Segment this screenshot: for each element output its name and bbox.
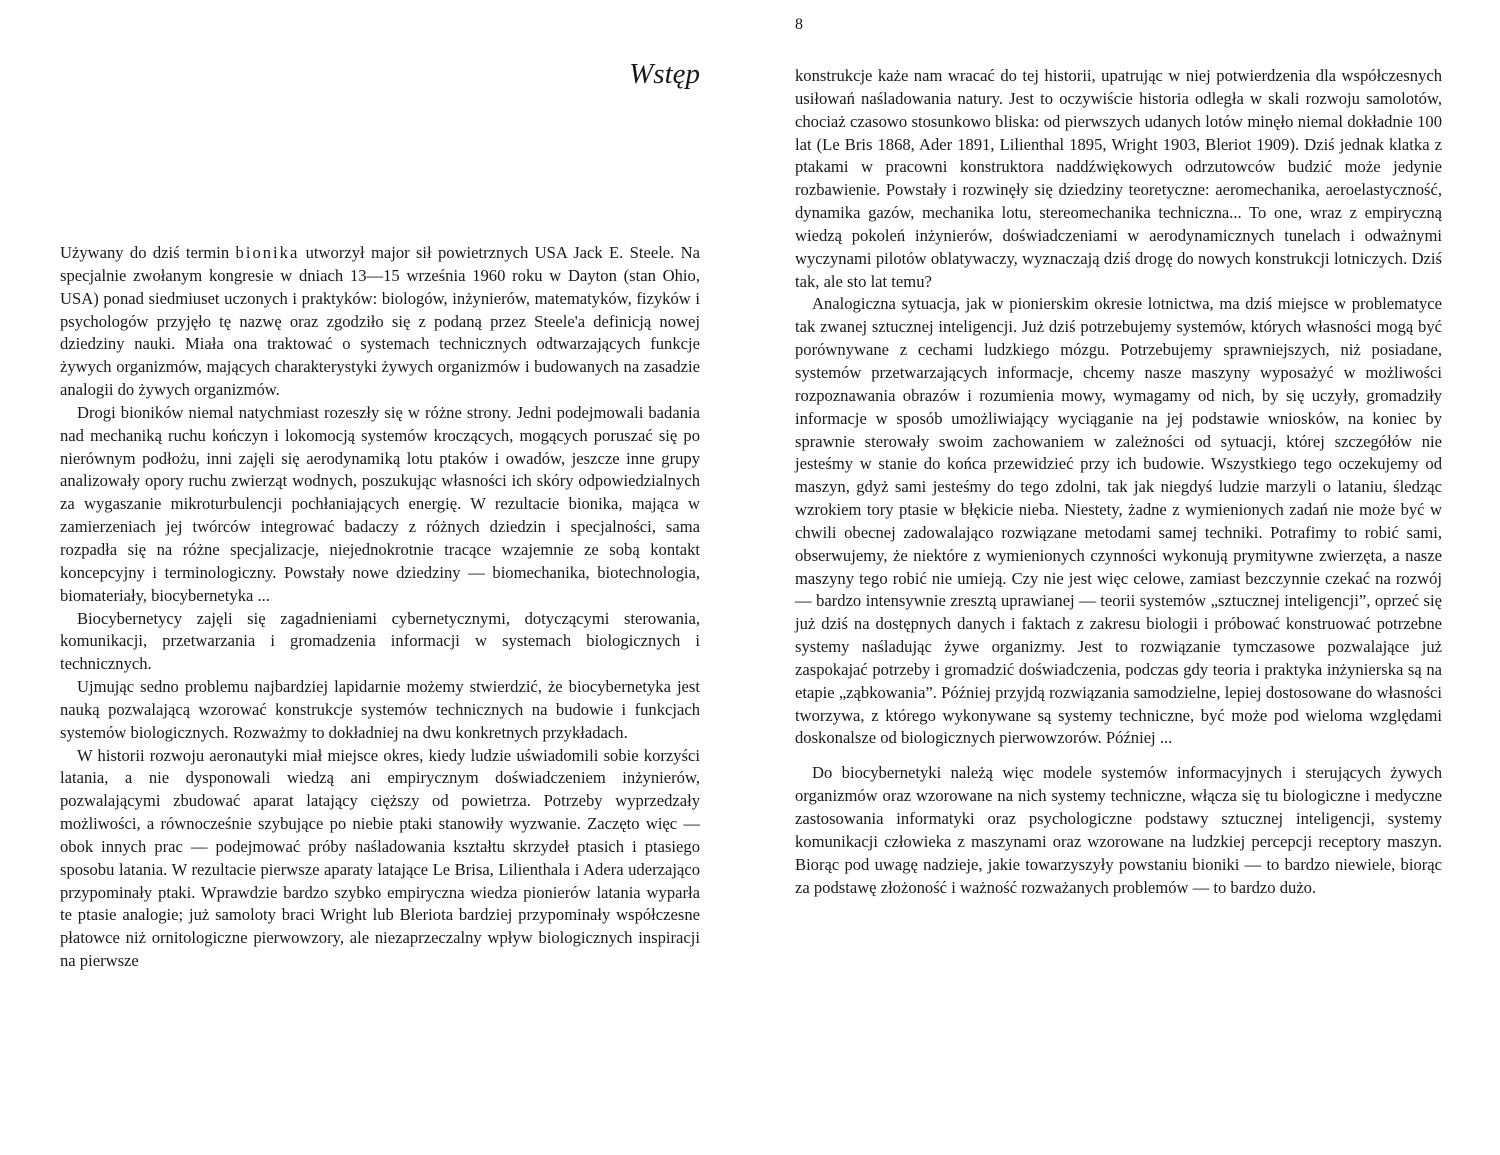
chapter-title: Wstęp bbox=[629, 58, 700, 90]
paragraph bbox=[60, 242, 700, 402]
left-page-body bbox=[60, 242, 700, 973]
paragraph-lead: Używany do dziś termin bbox=[60, 243, 236, 262]
paragraph: Analogiczna sytuacja, jak w pionierskim okresie lotnictwa, ma dziś miejsce w problematyce tak zwanej sztucznej inteligencji. Już dziś potrzebujemy systemów, których własności mogą być porównywane z cechami ludzkiego mózgu. Potrzebujemy sprawniejszych, niż posiadane, systemów przetwarzających informacje, chcemy nasze maszyny wyposażyć w możliwości rozpoznawania obrazów i rozumienia mowy, wymagamy od nich, by się uczyły, gromadziły informacje w sposób umożliwiający wyciąganie na jej podstawie wniosków, na koniec by sprawnie sterowały swoim zachowaniem w zależności od sytuacji, której szczegółów nie jesteśmy w stanie do końca przewidzieć przy ich budowie. Wszystkiego tego oczekujemy od maszyn, gdyż sami jesteśmy do tego zdolni, tak jak niegdyś ludzie marzyli o lataniu, śledząc wzrokiem tory ptasie w błękicie nieba. Niestety, żadne z wymienionych zadań nie może być w chwili obecnej zadowalająco rozwiązane metodami samej techniki. Potrafimy to robić sami, obserwujemy, że niektóre z wymienionych czynności wykonują prymitywne zwierzęta, a nasze maszyny tego robić nie umieją. Czy nie jest więc celowe, zamiast bezczynnie czekać na rozwój — bardzo intensywnie zresztą uprawianej — teorii systemów „sztucznej inteligencji”, oprzeć się już dziś na dostępnych danych i faktach z zakresu biologii i próbować konstruować potrzebne systemy naśladując żywe organizmy. Jest to rozwiązanie tymczasowe pozwalające już zaspokajać potrzeby i gromadzić doświadczenia, podczas gdy teoria i praktyka inżynierska są na etapie „ząbkowania”. Później przyjdą rozwiązania samodzielne, lepiej dostosowane do własności tworzywa, z którego wykonywane są systemy techniczne, być może pod wieloma względami doskonalsze od biologicznych pierwowzorów. Później ... bbox=[795, 294, 1442, 748]
paragraph-text: utworzył major sił powietrznych USA Jack E. Steele. Na specjalnie zwołanym kongresie w dniach 13—15 września 1960 roku w Dayton (stan Ohio, USA) ponad siedmiuset uczonych i praktyków: biologów, inżynierów, matematyków, fizyków i psychologów przyjęło tę nazwę oraz zgodziło się z podaną przez Steele'a definicją nowej dziedziny nauki. Miała ona traktować o systemach technicznych odtwarzających funkcje żywych organizmów, mających charakterystyki żywych organizmów i budowanych na zasadzie analogii do żywych organizmów. bbox=[60, 243, 700, 400]
paragraph: W historii rozwoju aeronautyki miał miejsce okres, kiedy ludzie uświadomili sobie korzyści latania, a nie dysponowali wiedzą ani empirycznym doświadczeniem inżynierów, pozwalającymi zbudować aparat latający cięższy od powietrza. Potrzeby wyprzedzały możliwości, a równocześnie szybujące po niebie ptaki stanowiły wyzwanie. Zaczęto więc — obok innych prac — podejmować próby naśladowania kształtu skrzydeł ptasich i ptasiego sposobu latania. W rezultacie pierwsze aparaty latające Le Brisa, Lilienthala i Adera uderzająco przypominały ptaki. Wprawdzie bardzo szybko empiryczna wiedza pionierów latania wyparła te ptasie analogie; już samoloty braci Wright lub Bleriota bardziej przypominały współczesne płatowce niż ornitologiczne pierwowzory, ale niezaprzeczalny wpływ biologicznych inspiracji na pierwsze bbox=[60, 745, 700, 971]
page-number: 8 bbox=[795, 16, 803, 33]
paragraph: Ujmując sedno problemu najbardziej lapidarnie możemy stwierdzić, że biocybernetyka jest nauką pozwalającą wzorować konstrukcje systemów technicznych na budowie i funkcjach systemów biologicznych. Rozważmy to dokładniej na dwu konkretnych przykładach. bbox=[60, 677, 700, 742]
paragraph: konstrukcje każe nam wracać do tej historii, upatrując w niej potwierdzenia dla współczesnych usiłowań naśladowania natury. Jest to oczywiście historia odległa w skali rozwoju samolotów, chociaż czasowo stosunkowo bliska: od pierwszych udanych lotów minęło niemal dokładnie 100 lat (Le Bris 1868, Ader 1891, Lilienthal 1895, Wright 1903, Bleriot 1909). Dziś jednak klatka z ptakami w pracowni konstruktora naddźwiękowych odrzutowców budzić może jedynie rozbawienie. Powstały i rozwinęły się dziedziny teoretyczne: aeromechanika, aeroelastyczność, dynamika gazów, mechanika lotu, stereomechanika techniczna... To one, wraz z empiryczną wiedzą pokoleń inżynierów, doświadczeniami w aerodynamicznych tunelach i odważnymi wyczynami pilotów oblatywaczy, wyznaczają dziś drogę do nowych konstrukcji lotniczych. Dziś tak, ale sto lat temu? bbox=[795, 66, 1442, 291]
term-bionika: bionika bbox=[235, 243, 300, 262]
paragraph: Do biocybernetyki należą więc modele systemów informacyjnych i sterujących żywych organizmów oraz wzorowane na nich systemy techniczne, włącza się tu biologiczne i medyczne zastosowania informatyki oraz psychologiczne podstawy sztucznej inteligencji, systemy komunikacji człowieka z maszynami oraz wzorowane na ludzkiej percepcji receptory maszyn. Biorąc pod uwagę nadzieje, jakie towarzyszyły powstaniu bioniki — to bardzo niewiele, biorąc za podstawę złożoność i ważność rozważanych problemów — to bardzo dużo. bbox=[795, 763, 1442, 897]
paragraph: Drogi bioników niemal natychmiast rozeszły się w różne strony. Jedni podejmowali badania nad mechaniką ruchu kończyn i lokomocją systemów kroczących, mogących poruszać się po nierównym podłożu, inni zajęli się aerodynamiką lotu ptaków i owadów, jeszcze inne grupy analizowały opory ruchu zwierząt wodnych, poszukując własności ich skóry odpowiedzialnych za wygaszanie mikroturbulencji pochłaniających energię. W rezultacie bionika, mająca w zamierzeniach jej twórców integrować badaczy z różnych dziedzin i specjalności, sama rozpadła się na różne specjalizacje, niejednokrotnie tracące wzajemnie ze sobą kontakt koncepcyjny i terminologiczny. Powstały nowe dziedziny — biomechanika, biotechnologia, biomateriały, biocybernetyka ... bbox=[60, 402, 700, 605]
paragraph: Biocybernetycy zajęli się zagadnieniami cybernetycznymi, dotyczącymi sterowania, komunikacji, przetwarzania i gromadzenia informacji w systemach biologicznych i technicznych. bbox=[60, 608, 700, 674]
right-page-body bbox=[795, 65, 1442, 899]
